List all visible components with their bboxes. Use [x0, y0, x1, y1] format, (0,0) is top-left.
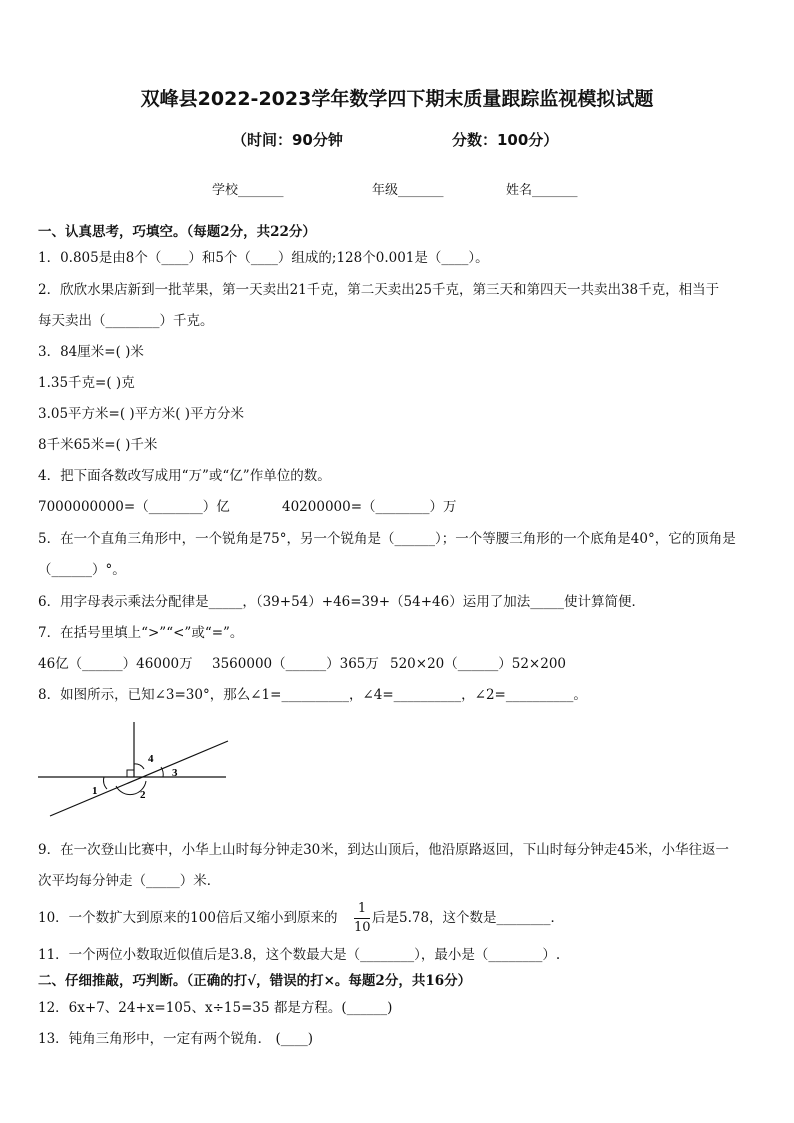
angle-figure: [38, 716, 238, 826]
angle-1-label: 1: [92, 785, 98, 797]
question-3a: 3．84厘米=( )米: [38, 344, 144, 360]
slanted-line: [50, 741, 228, 816]
exam-time: （时间：90分钟: [232, 131, 343, 149]
fraction-one-tenth: [354, 901, 370, 936]
question-3b: 1.35千克=( )克: [38, 375, 135, 391]
question-4b: 40200000=（________）万: [282, 499, 457, 515]
question-7: 7．在括号里填上“>”“<”或“=”。: [38, 625, 244, 641]
grade-field: 年级_______: [372, 183, 444, 198]
question-8: 8．如图所示，已知∠3=30°，那么∠1=__________，∠4=__________，∠2=__________。: [38, 687, 587, 703]
page-title: 双峰县2022-2023学年数学四下期末质量跟踪监视模拟试题: [140, 88, 654, 110]
question-12: 12．6x+7、24+x=105、x÷15=35 都是方程。(______): [38, 1000, 393, 1016]
question-4a: 7000000000=（________）亿: [38, 499, 230, 515]
angle-3-label: 3: [172, 767, 178, 779]
question-7a: 46亿（______）46000万: [38, 656, 193, 672]
question-9-line-1: 9．在一次登山比赛中，小华上山时每分钟走30米，到达山顶后，他沿原路返回，下山时每分钟走45米，小华往返一: [38, 842, 729, 858]
angle-4-arc: [134, 764, 144, 769]
question-6: 6．用字母表示乘法分配律是_____，（39+54）+46=39+（54+46）运用了加法_____使计算简便．: [38, 594, 645, 610]
question-7c: 520×20（______）52×200: [390, 656, 567, 672]
angle-4-label: 4: [148, 753, 154, 765]
fraction-denominator: 10: [354, 920, 371, 935]
angle-2-label: 2: [140, 789, 146, 801]
question-7b: 3560000（______）365万: [212, 656, 379, 672]
question-11: 11．一个两位小数取近似值后是3.8，这个数最大是（________），最小是（________）.: [38, 947, 561, 963]
exam-score: 分数：100分）: [452, 131, 559, 149]
question-4: 4．把下面各数改写成用“万”或“亿”作单位的数。: [38, 468, 331, 484]
question-13: 13．钝角三角形中，一定有两个锐角． (____): [38, 1031, 314, 1047]
angle-1-arc: [103, 777, 107, 789]
question-5-line-1: 5．在一个直角三角形中，一个锐角是75°，另一个锐角是（______）；一个等腰三角形的一个底角是40°，它的顶角是: [38, 531, 736, 547]
question-10-suffix: 后是5.78，这个数是________．: [372, 910, 565, 926]
section-2-heading: 二、仔细推敲，巧判断。（正确的打√，错误的打×。每题2分，共16分）: [38, 973, 472, 989]
question-3c: 3.05平方米=( )平方米( )平方分米: [38, 406, 245, 422]
question-1: 1．0.805是由8个（____）和5个（____）组成的;128个0.001是（____）。: [38, 250, 489, 266]
name-field: 姓名_______: [506, 183, 578, 198]
question-3d: 8千米65米=( )千米: [38, 437, 158, 453]
question-5-line-2: （______）°。: [38, 562, 126, 578]
question-10-prefix: 10．一个数扩大到原来的100倍后又缩小到原来的: [38, 910, 338, 926]
fraction-bar: [354, 918, 370, 919]
question-2-line-1: 2．欣欣水果店新到一批苹果，第一天卖出21千克，第二天卖出25千克，第三天和第四天一共卖出38千克，相当于: [38, 282, 720, 298]
right-angle-mark: [127, 770, 134, 777]
school-field: 学校_______: [212, 183, 284, 198]
question-9-line-2: 次平均每分钟走（_____）米．: [38, 873, 221, 889]
section-1-heading: 一、认真思考，巧填空。（每题2分，共22分）: [38, 224, 316, 240]
fraction-numerator: 1: [357, 901, 367, 916]
question-2-line-2: 每天卖出（________）千克。: [38, 313, 214, 329]
